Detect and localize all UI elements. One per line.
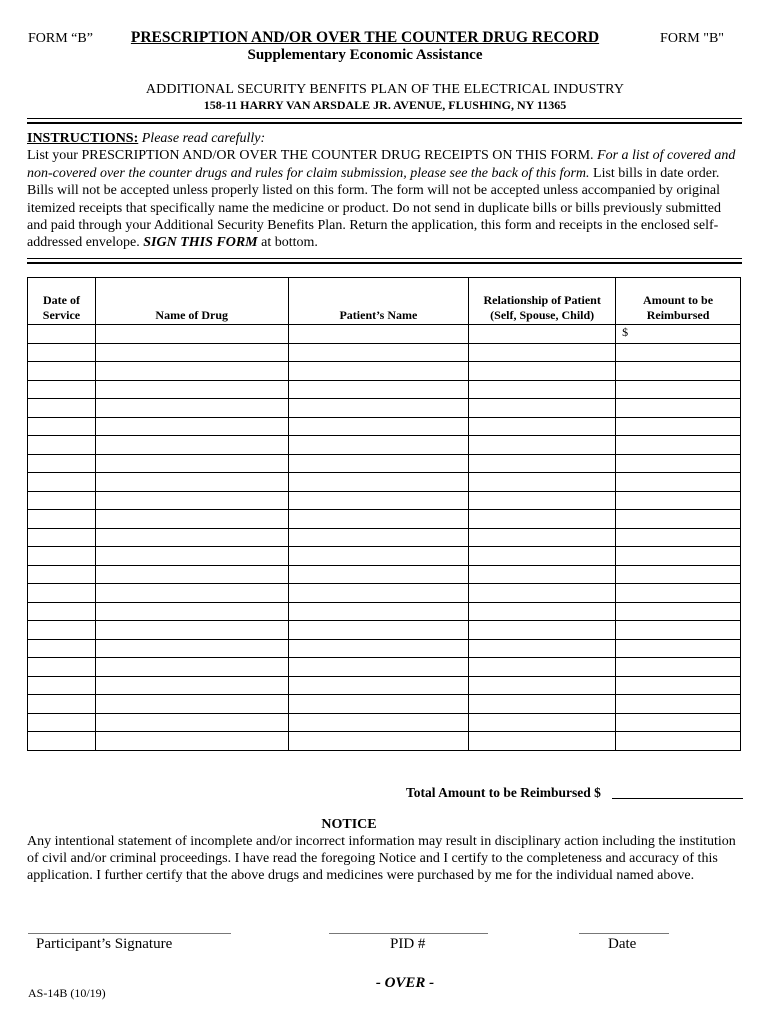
cell-date[interactable] (28, 399, 96, 418)
cell-drug[interactable] (95, 399, 288, 418)
cell-drug[interactable] (95, 491, 288, 510)
cell-amount[interactable] (616, 602, 741, 621)
date-field[interactable] (579, 933, 669, 934)
pid-field[interactable] (329, 933, 488, 934)
cell-patient[interactable] (288, 380, 469, 399)
date-label: Date (608, 936, 637, 952)
form-subtitle: Supplementary Economic Assistance (247, 47, 483, 63)
cell-amount[interactable] (616, 695, 741, 714)
notice-text: Any intentional statement of incomplete and/or incorrect information may result in disciplinary action including the institution of civil and/or criminal proceedings. I have read the foregoing Notice and I certify to the completeness and accuracy of this application. I further certify that the above drugs and medicines were purchased by me for the individual named above. (27, 834, 736, 883)
drug-record-table (27, 277, 741, 751)
cell-patient[interactable] (288, 454, 469, 473)
cell-drug[interactable] (95, 602, 288, 621)
cell-relationship[interactable] (469, 510, 616, 529)
cell-drug[interactable] (95, 436, 288, 455)
cell-patient[interactable] (288, 417, 469, 436)
table-row (28, 658, 741, 677)
currency-symbol: $ (622, 325, 629, 339)
cell-drug[interactable] (95, 380, 288, 399)
cell-drug[interactable] (95, 343, 288, 362)
cell-amount[interactable] (616, 510, 741, 529)
cell-amount[interactable] (616, 621, 741, 640)
col-header-date: Date of Service (28, 278, 96, 325)
cell-date[interactable] (28, 380, 96, 399)
table-divider-bottom (27, 262, 742, 264)
header-divider-top (27, 118, 742, 119)
table-row (28, 621, 741, 640)
participant-signature-label: Participant’s Signature (36, 936, 173, 952)
table-row (28, 473, 741, 492)
over-indicator: - OVER - (375, 975, 435, 991)
table-row (28, 602, 741, 621)
cell-drug[interactable] (95, 528, 288, 547)
cell-date[interactable] (28, 473, 96, 492)
cell-date[interactable] (28, 454, 96, 473)
cell-patient[interactable] (288, 362, 469, 381)
cell-drug[interactable] (95, 325, 288, 344)
cell-drug[interactable] (95, 510, 288, 529)
cell-drug[interactable] (95, 473, 288, 492)
cell-relationship[interactable] (469, 380, 616, 399)
cell-patient[interactable] (288, 602, 469, 621)
cell-relationship[interactable] (469, 473, 616, 492)
total-label: Total Amount to be Reimbursed $ (406, 785, 601, 800)
total-amount-field[interactable] (612, 798, 743, 799)
cell-patient[interactable] (288, 639, 469, 658)
cell-drug[interactable] (95, 417, 288, 436)
cell-relationship[interactable] (469, 621, 616, 640)
table-row (28, 565, 741, 584)
instructions-sign-text: SIGN THIS FORM (143, 235, 258, 251)
table-row (28, 528, 741, 547)
cell-patient[interactable] (288, 547, 469, 566)
cell-date[interactable] (28, 602, 96, 621)
cell-amount[interactable] (616, 547, 741, 566)
cell-date[interactable] (28, 695, 96, 714)
col-header-patient: Patient’s Name (288, 278, 469, 325)
cell-drug[interactable] (95, 362, 288, 381)
cell-date[interactable] (28, 676, 96, 695)
cell-date[interactable] (28, 584, 96, 603)
cell-relationship[interactable] (469, 565, 616, 584)
cell-amount[interactable] (616, 658, 741, 677)
cell-relationship[interactable] (469, 528, 616, 547)
cell-drug[interactable] (95, 621, 288, 640)
cell-relationship[interactable] (469, 695, 616, 714)
cell-date[interactable] (28, 491, 96, 510)
table-row (28, 454, 741, 473)
cell-patient[interactable] (288, 713, 469, 732)
cell-relationship[interactable] (469, 676, 616, 695)
instructions-text-1: List your PRESCRIPTION AND/OR OVER THE COUNTER DRUG RECEIPTS ON THIS FORM. (27, 148, 594, 164)
cell-patient[interactable] (288, 621, 469, 640)
cell-amount[interactable] (616, 491, 741, 510)
cell-drug[interactable] (95, 565, 288, 584)
cell-relationship[interactable] (469, 658, 616, 677)
header-divider-bottom (27, 122, 742, 124)
form-title: PRESCRIPTION AND/OR OVER THE COUNTER DRUG RECORD (130, 29, 600, 46)
cell-drug[interactable] (95, 547, 288, 566)
instructions-block (27, 130, 741, 252)
cell-amount[interactable] (616, 454, 741, 473)
table-row (28, 362, 741, 381)
table-row (28, 417, 741, 436)
table-row (28, 676, 741, 695)
cell-amount[interactable] (616, 362, 741, 381)
cell-patient[interactable] (288, 436, 469, 455)
table-row (28, 491, 741, 510)
table-row (28, 732, 741, 751)
col-header-drug: Name of Drug (95, 278, 288, 325)
cell-relationship[interactable] (469, 491, 616, 510)
cell-relationship[interactable] (469, 399, 616, 418)
cell-relationship[interactable] (469, 602, 616, 621)
table-body (28, 325, 741, 751)
cell-amount[interactable] (616, 343, 741, 362)
cell-amount[interactable] (616, 417, 741, 436)
cell-patient[interactable] (288, 565, 469, 584)
cell-date[interactable] (28, 732, 96, 751)
table-row (28, 436, 741, 455)
cell-relationship[interactable] (469, 713, 616, 732)
form-label-left: FORM “B” (28, 31, 93, 46)
cell-patient[interactable] (288, 732, 469, 751)
cell-relationship[interactable] (469, 584, 616, 603)
cell-patient[interactable] (288, 473, 469, 492)
cell-patient[interactable] (288, 510, 469, 529)
cell-date[interactable] (28, 510, 96, 529)
table-divider-top (27, 258, 742, 259)
cell-relationship[interactable] (469, 547, 616, 566)
col-header-amount: Amount to be Reimbursed (616, 278, 741, 325)
cell-date[interactable] (28, 658, 96, 677)
cell-date[interactable] (28, 639, 96, 658)
organization-address: 158-11 HARRY VAN ARSDALE JR. AVENUE, FLUSHING, NY 11365 (203, 98, 567, 112)
cell-drug[interactable] (95, 639, 288, 658)
organization-name: ADDITIONAL SECURITY BENFITS PLAN OF THE ELECTRICAL INDUSTRY (145, 82, 625, 97)
cell-amount[interactable] (616, 732, 741, 751)
table-row (28, 343, 741, 362)
cell-amount[interactable] (616, 713, 741, 732)
cell-amount[interactable] (616, 639, 741, 658)
cell-relationship[interactable] (469, 732, 616, 751)
cell-patient[interactable] (288, 343, 469, 362)
cell-date[interactable] (28, 547, 96, 566)
cell-patient[interactable] (288, 584, 469, 603)
cell-amount[interactable] (616, 565, 741, 584)
table-row (28, 547, 741, 566)
cell-date[interactable] (28, 565, 96, 584)
cell-drug[interactable] (95, 454, 288, 473)
cell-drug[interactable] (95, 695, 288, 714)
cell-amount[interactable] (616, 676, 741, 695)
cell-relationship[interactable] (469, 454, 616, 473)
cell-drug[interactable] (95, 732, 288, 751)
instructions-heading-note: Please read carefully: (141, 131, 266, 146)
notice-title: NOTICE (321, 817, 377, 832)
table-row (28, 399, 741, 418)
cell-relationship[interactable] (469, 343, 616, 362)
instructions-text-2: List bills in date order. Bills will not be accepted unless properly listed on this form. The form will not be accepted unless accompanied by original itemized receipts that specifically name the medicine or product. Do not send in duplicate bills or bills previously submitted and paid through your Additional Security Benefits Plan. Return the application, this form and receipts in the enclosed self-addressed envelope. (27, 165, 721, 251)
table-row (28, 325, 741, 344)
cell-drug[interactable] (95, 713, 288, 732)
col-header-relationship: Relationship of Patient (Self, Spouse, Child) (469, 278, 616, 325)
cell-drug[interactable] (95, 658, 288, 677)
table-header-row (28, 278, 741, 325)
instructions-text-3: at bottom. (261, 235, 318, 251)
cell-date[interactable] (28, 621, 96, 640)
cell-relationship[interactable] (469, 362, 616, 381)
cell-amount[interactable] (616, 473, 741, 492)
cell-patient[interactable] (288, 325, 469, 344)
pid-label: PID # (390, 936, 426, 952)
cell-patient[interactable] (288, 491, 469, 510)
cell-patient[interactable] (288, 528, 469, 547)
table-row (28, 713, 741, 732)
cell-patient[interactable] (288, 658, 469, 677)
cell-amount[interactable] (616, 584, 741, 603)
cell-relationship[interactable] (469, 436, 616, 455)
cell-amount[interactable] (616, 399, 741, 418)
cell-date[interactable] (28, 343, 96, 362)
cell-relationship[interactable] (469, 639, 616, 658)
table-row (28, 584, 741, 603)
cell-relationship[interactable] (469, 417, 616, 436)
instructions-heading: INSTRUCTIONS: (27, 131, 139, 146)
cell-patient[interactable] (288, 695, 469, 714)
form-label-right: FORM "B" (660, 31, 724, 46)
cell-date[interactable] (28, 436, 96, 455)
form-code: AS-14B (10/19) (28, 986, 106, 1000)
cell-date[interactable] (28, 528, 96, 547)
participant-signature-field[interactable] (28, 933, 231, 934)
cell-amount[interactable] (616, 325, 741, 344)
cell-amount[interactable] (616, 528, 741, 547)
table-row (28, 639, 741, 658)
cell-date[interactable] (28, 417, 96, 436)
cell-drug[interactable] (95, 676, 288, 695)
cell-relationship[interactable] (469, 325, 616, 344)
cell-date[interactable] (28, 325, 96, 344)
table-row (28, 695, 741, 714)
cell-patient[interactable] (288, 676, 469, 695)
instructions-text-italic: For a list of covered and non-covered over the counter drugs and rules for claim submission, please see the back of this form. (27, 148, 736, 181)
cell-date[interactable] (28, 713, 96, 732)
cell-amount[interactable] (616, 436, 741, 455)
cell-date[interactable] (28, 362, 96, 381)
cell-drug[interactable] (95, 584, 288, 603)
cell-amount[interactable] (616, 380, 741, 399)
cell-patient[interactable] (288, 399, 469, 418)
table-row (28, 510, 741, 529)
table-row (28, 380, 741, 399)
